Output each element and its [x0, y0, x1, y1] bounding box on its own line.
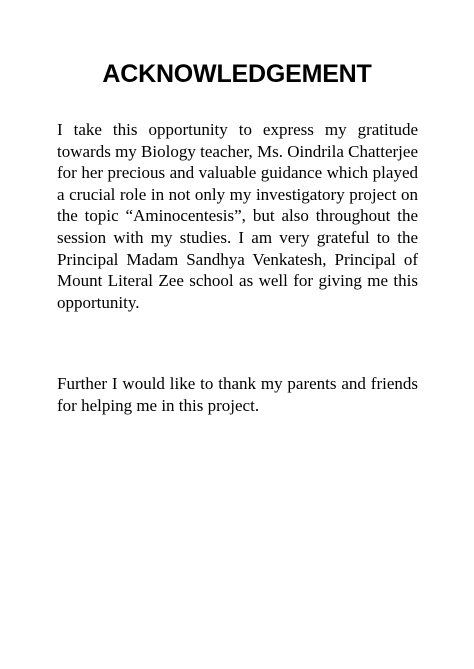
paragraph-thanks: Further I would like to thank my parents and friends for helping me in this project.	[57, 374, 418, 415]
paragraph-gratitude: I take this opportunity to express my gratitude towards my Biology teacher, Ms. Oindrila Chatterjee for her precious and valuable guidance which played a crucial role in not only my investigatory project on the topic “Aminocentesis”, but also throughout the session with my studies. I am very grateful to the Principal Madam Sandhya Venkatesh, Principal of Mount Literal Zee school as well for giving me this opportunity.	[57, 120, 418, 312]
page-title: ACKNOWLEDGEMENT	[102, 60, 372, 88]
